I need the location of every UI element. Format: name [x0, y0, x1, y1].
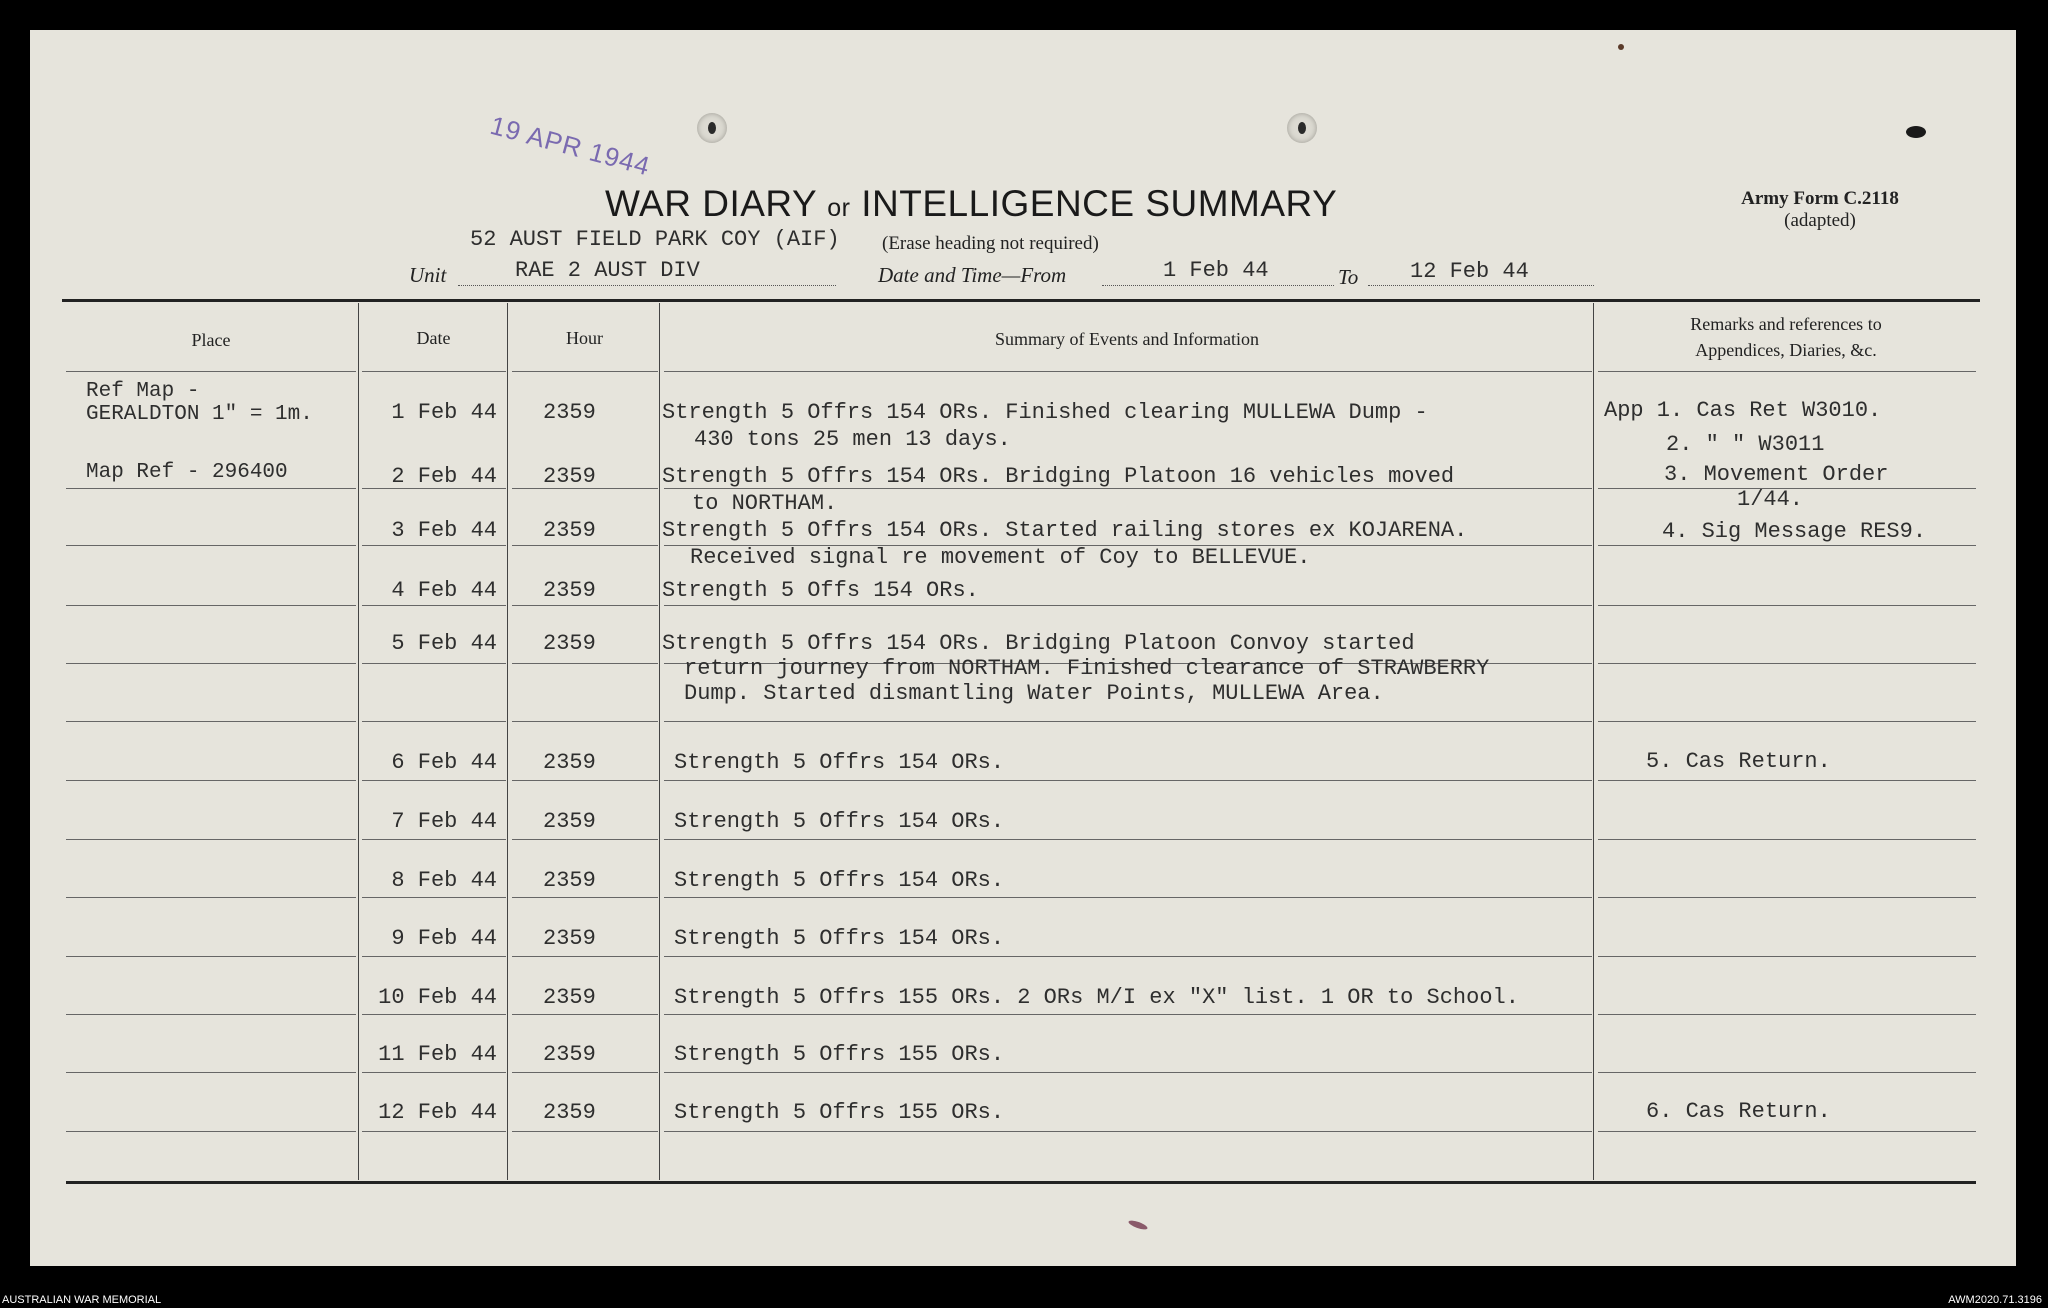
- ruled-line: [512, 721, 658, 722]
- remarks-header-line-1: Remarks and references to: [1690, 314, 1882, 334]
- ruled-line: [1598, 1072, 1976, 1073]
- column-header-remarks: [1596, 311, 1976, 363]
- column-divider: [507, 303, 508, 1180]
- ruled-line: [1598, 605, 1976, 606]
- column-divider: [358, 303, 359, 1180]
- ruled-line: [664, 605, 1592, 606]
- entry-date: 7 Feb 44: [391, 809, 497, 834]
- form-title: [605, 183, 1337, 225]
- entry-hour: 2359: [543, 1100, 596, 1125]
- ruled-line: [66, 956, 356, 957]
- entry-date: 4 Feb 44: [391, 578, 497, 603]
- entry-summary-line: to NORTHAM.: [692, 491, 838, 516]
- ruled-line: [1598, 897, 1976, 898]
- ruled-line: [512, 956, 658, 957]
- ruled-line: [362, 721, 506, 722]
- entry-summary-line: Strength 5 Offrs 155 ORs. 2 ORs M/I ex "X" list. 1 OR to School.: [674, 985, 1519, 1010]
- entry-summary-line: Strength 5 Offrs 154 ORs.: [674, 750, 1005, 775]
- ruled-line: [66, 1014, 356, 1015]
- entry-date: 3 Feb 44: [391, 518, 497, 543]
- entry-hour: 2359: [543, 868, 596, 893]
- entry-summary-line: Received signal re movement of Coy to BELLEVUE.: [690, 545, 1311, 570]
- table-top-rule: [62, 299, 1980, 302]
- entry-date: 9 Feb 44: [391, 926, 497, 951]
- ruled-line: [512, 545, 658, 546]
- entry-date: 2 Feb 44: [391, 464, 497, 489]
- ruled-line: [1598, 1014, 1976, 1015]
- date-to-label: To: [1338, 265, 1359, 289]
- ruled-line: [362, 663, 506, 664]
- entry-date: 8 Feb 44: [391, 868, 497, 893]
- entry-hour: 2359: [543, 518, 596, 543]
- ruled-line: [66, 545, 356, 546]
- ruled-line: [664, 721, 1592, 722]
- ruled-line: [664, 839, 1592, 840]
- entry-summary-line: 430 tons 25 men 13 days.: [694, 427, 1011, 452]
- title-war-diary: WAR DIARY: [605, 183, 817, 224]
- ruled-line: [1598, 780, 1976, 781]
- remarks-header-line-2: Appendices, Diaries, &c.: [1695, 340, 1877, 360]
- ruled-line: [512, 1014, 658, 1015]
- ruled-line: [362, 371, 506, 372]
- ruled-line: [512, 1131, 658, 1132]
- ruled-line: [1598, 721, 1976, 722]
- remark-app-2: 2. " " W3011: [1666, 432, 1825, 457]
- footer-credit: AUSTRALIAN WAR MEMORIAL: [2, 1294, 162, 1306]
- ruled-line: [66, 488, 356, 489]
- remark-app-1: App 1. Cas Ret W3010.: [1604, 398, 1882, 423]
- ruled-line: [664, 1014, 1592, 1015]
- ruled-line: [66, 663, 356, 664]
- ruled-line: [362, 1014, 506, 1015]
- ruled-line: [512, 897, 658, 898]
- entry-hour: 2359: [543, 926, 596, 951]
- entry-summary-line: Strength 5 Offrs 154 ORs. Bridging Platoon 16 vehicles moved: [662, 464, 1455, 489]
- ruled-line: [66, 780, 356, 781]
- ink-speck: [1906, 126, 1926, 138]
- ruled-line: [362, 545, 506, 546]
- ruled-line: [362, 605, 506, 606]
- column-header-place: Place: [191, 330, 231, 350]
- date-to-underline: [1368, 285, 1594, 286]
- entry-hour: 2359: [543, 631, 596, 656]
- entry-date: 10 Feb 44: [378, 985, 497, 1010]
- ruled-line: [362, 897, 506, 898]
- entry-summary-line: Strength 5 Offrs 154 ORs.: [674, 809, 1005, 834]
- entry-summary-line: Strength 5 Offs 154 ORs.: [662, 578, 979, 603]
- ruled-line: [512, 839, 658, 840]
- ruled-line: [664, 956, 1592, 957]
- ruled-line: [66, 839, 356, 840]
- entry-summary-line: Strength 5 Offrs 154 ORs.: [674, 926, 1005, 951]
- place-ref-map-line-1: Ref Map -: [86, 380, 200, 403]
- footer-accession-number: AWM2020.71.3196: [1948, 1294, 2042, 1306]
- ruled-line: [1598, 663, 1976, 664]
- ruled-line: [66, 897, 356, 898]
- punch-hole-left: [697, 113, 727, 143]
- place-map-ref: Map Ref - 296400: [86, 461, 288, 484]
- ruled-line: [512, 605, 658, 606]
- entry-date: 11 Feb 44: [378, 1042, 497, 1067]
- ruled-line: [1598, 839, 1976, 840]
- title-or: or: [827, 194, 851, 222]
- column-header-summary: Summary of Events and Information: [995, 329, 1259, 349]
- entry-summary-line: Strength 5 Offrs 154 ORs. Bridging Platoon Convoy started: [662, 631, 1415, 656]
- entry-summary-line: Dump. Started dismantling Water Points, MULLEWA Area.: [684, 681, 1384, 706]
- date-from-value: 1 Feb 44: [1163, 258, 1269, 283]
- ruled-line: [362, 780, 506, 781]
- ink-speck: [1618, 44, 1624, 50]
- entry-hour: 2359: [543, 1042, 596, 1067]
- place-ref-map-line-2: GERALDTON 1" = 1m.: [86, 403, 313, 426]
- ruled-line: [512, 1072, 658, 1073]
- date-received-stamp: 19 APR 1944: [487, 110, 654, 182]
- ruled-line: [66, 1072, 356, 1073]
- remark-app-5: 5. Cas Return.: [1646, 749, 1831, 774]
- ruled-line: [1598, 545, 1976, 546]
- entry-hour: 2359: [543, 400, 596, 425]
- ruled-line: [512, 780, 658, 781]
- army-form-label: [1700, 188, 1940, 232]
- ruled-line: [362, 956, 506, 957]
- entry-summary-line: Strength 5 Offrs 154 ORs.: [674, 868, 1005, 893]
- unit-line-1: 52 AUST FIELD PARK COY (AIF): [470, 227, 840, 252]
- ruled-line: [362, 1072, 506, 1073]
- unit-label: Unit: [409, 263, 447, 287]
- ruled-line: [512, 371, 658, 372]
- unit-underline: [458, 285, 836, 286]
- column-header-hour: Hour: [566, 328, 603, 348]
- table-bottom-rule: [66, 1181, 1976, 1184]
- column-divider: [659, 303, 660, 1180]
- ruled-line: [664, 1131, 1592, 1132]
- entry-hour: 2359: [543, 464, 596, 489]
- remark-app-6: 6. Cas Return.: [1646, 1099, 1831, 1124]
- ruled-line: [362, 1131, 506, 1132]
- entry-hour: 2359: [543, 750, 596, 775]
- ruled-line: [512, 663, 658, 664]
- ruled-line: [66, 371, 356, 372]
- ruled-line: [66, 1131, 356, 1132]
- column-header-date: Date: [416, 328, 451, 348]
- entry-hour: 2359: [543, 985, 596, 1010]
- ruled-line: [362, 839, 506, 840]
- unit-line-2: RAE 2 AUST DIV: [515, 258, 700, 283]
- date-from-underline: [1102, 285, 1334, 286]
- army-form-number: Army Form C.2118: [1741, 188, 1899, 209]
- title-intelligence-summary: INTELLIGENCE SUMMARY: [861, 183, 1338, 224]
- ruled-line: [66, 721, 356, 722]
- remark-app-3-line-2: 1/44.: [1737, 487, 1804, 512]
- remark-app-3-line-1: 3. Movement Order: [1664, 462, 1889, 487]
- entry-summary-line: Strength 5 Offrs 155 ORs.: [674, 1100, 1005, 1125]
- entry-summary-line: Strength 5 Offrs 155 ORs.: [674, 1042, 1005, 1067]
- date-from-label: Date and Time—From: [878, 263, 1067, 287]
- entry-summary-line: Strength 5 Offrs 154 ORs. Finished clearing MULLEWA Dump -: [662, 400, 1428, 425]
- army-form-adapted: (adapted): [1784, 210, 1856, 231]
- entry-hour: 2359: [543, 809, 596, 834]
- ruled-line: [664, 897, 1592, 898]
- erase-heading-note: (Erase heading not required): [882, 233, 1099, 254]
- punch-hole-right: [1287, 113, 1317, 143]
- date-to-value: 12 Feb 44: [1410, 259, 1529, 284]
- ruled-line: [1598, 371, 1976, 372]
- entry-date: 6 Feb 44: [391, 750, 497, 775]
- ruled-line: [664, 371, 1592, 372]
- entry-date: 12 Feb 44: [378, 1100, 497, 1125]
- entry-date: 1 Feb 44: [391, 400, 497, 425]
- ruled-line: [66, 605, 356, 606]
- entry-date: 5 Feb 44: [391, 631, 497, 656]
- entry-summary-line: return journey from NORTHAM. Finished clearance of STRAWBERRY: [684, 656, 1490, 681]
- column-divider: [1593, 303, 1594, 1180]
- ruled-line: [1598, 1131, 1976, 1132]
- ruled-line: [1598, 956, 1976, 957]
- entry-summary-line: Strength 5 Offrs 154 ORs. Started railing stores ex KOJARENA.: [662, 518, 1468, 543]
- ruled-line: [664, 780, 1592, 781]
- ruled-line: [664, 1072, 1592, 1073]
- entry-hour: 2359: [543, 578, 596, 603]
- remark-app-4: 4. Sig Message RES9.: [1662, 519, 1927, 544]
